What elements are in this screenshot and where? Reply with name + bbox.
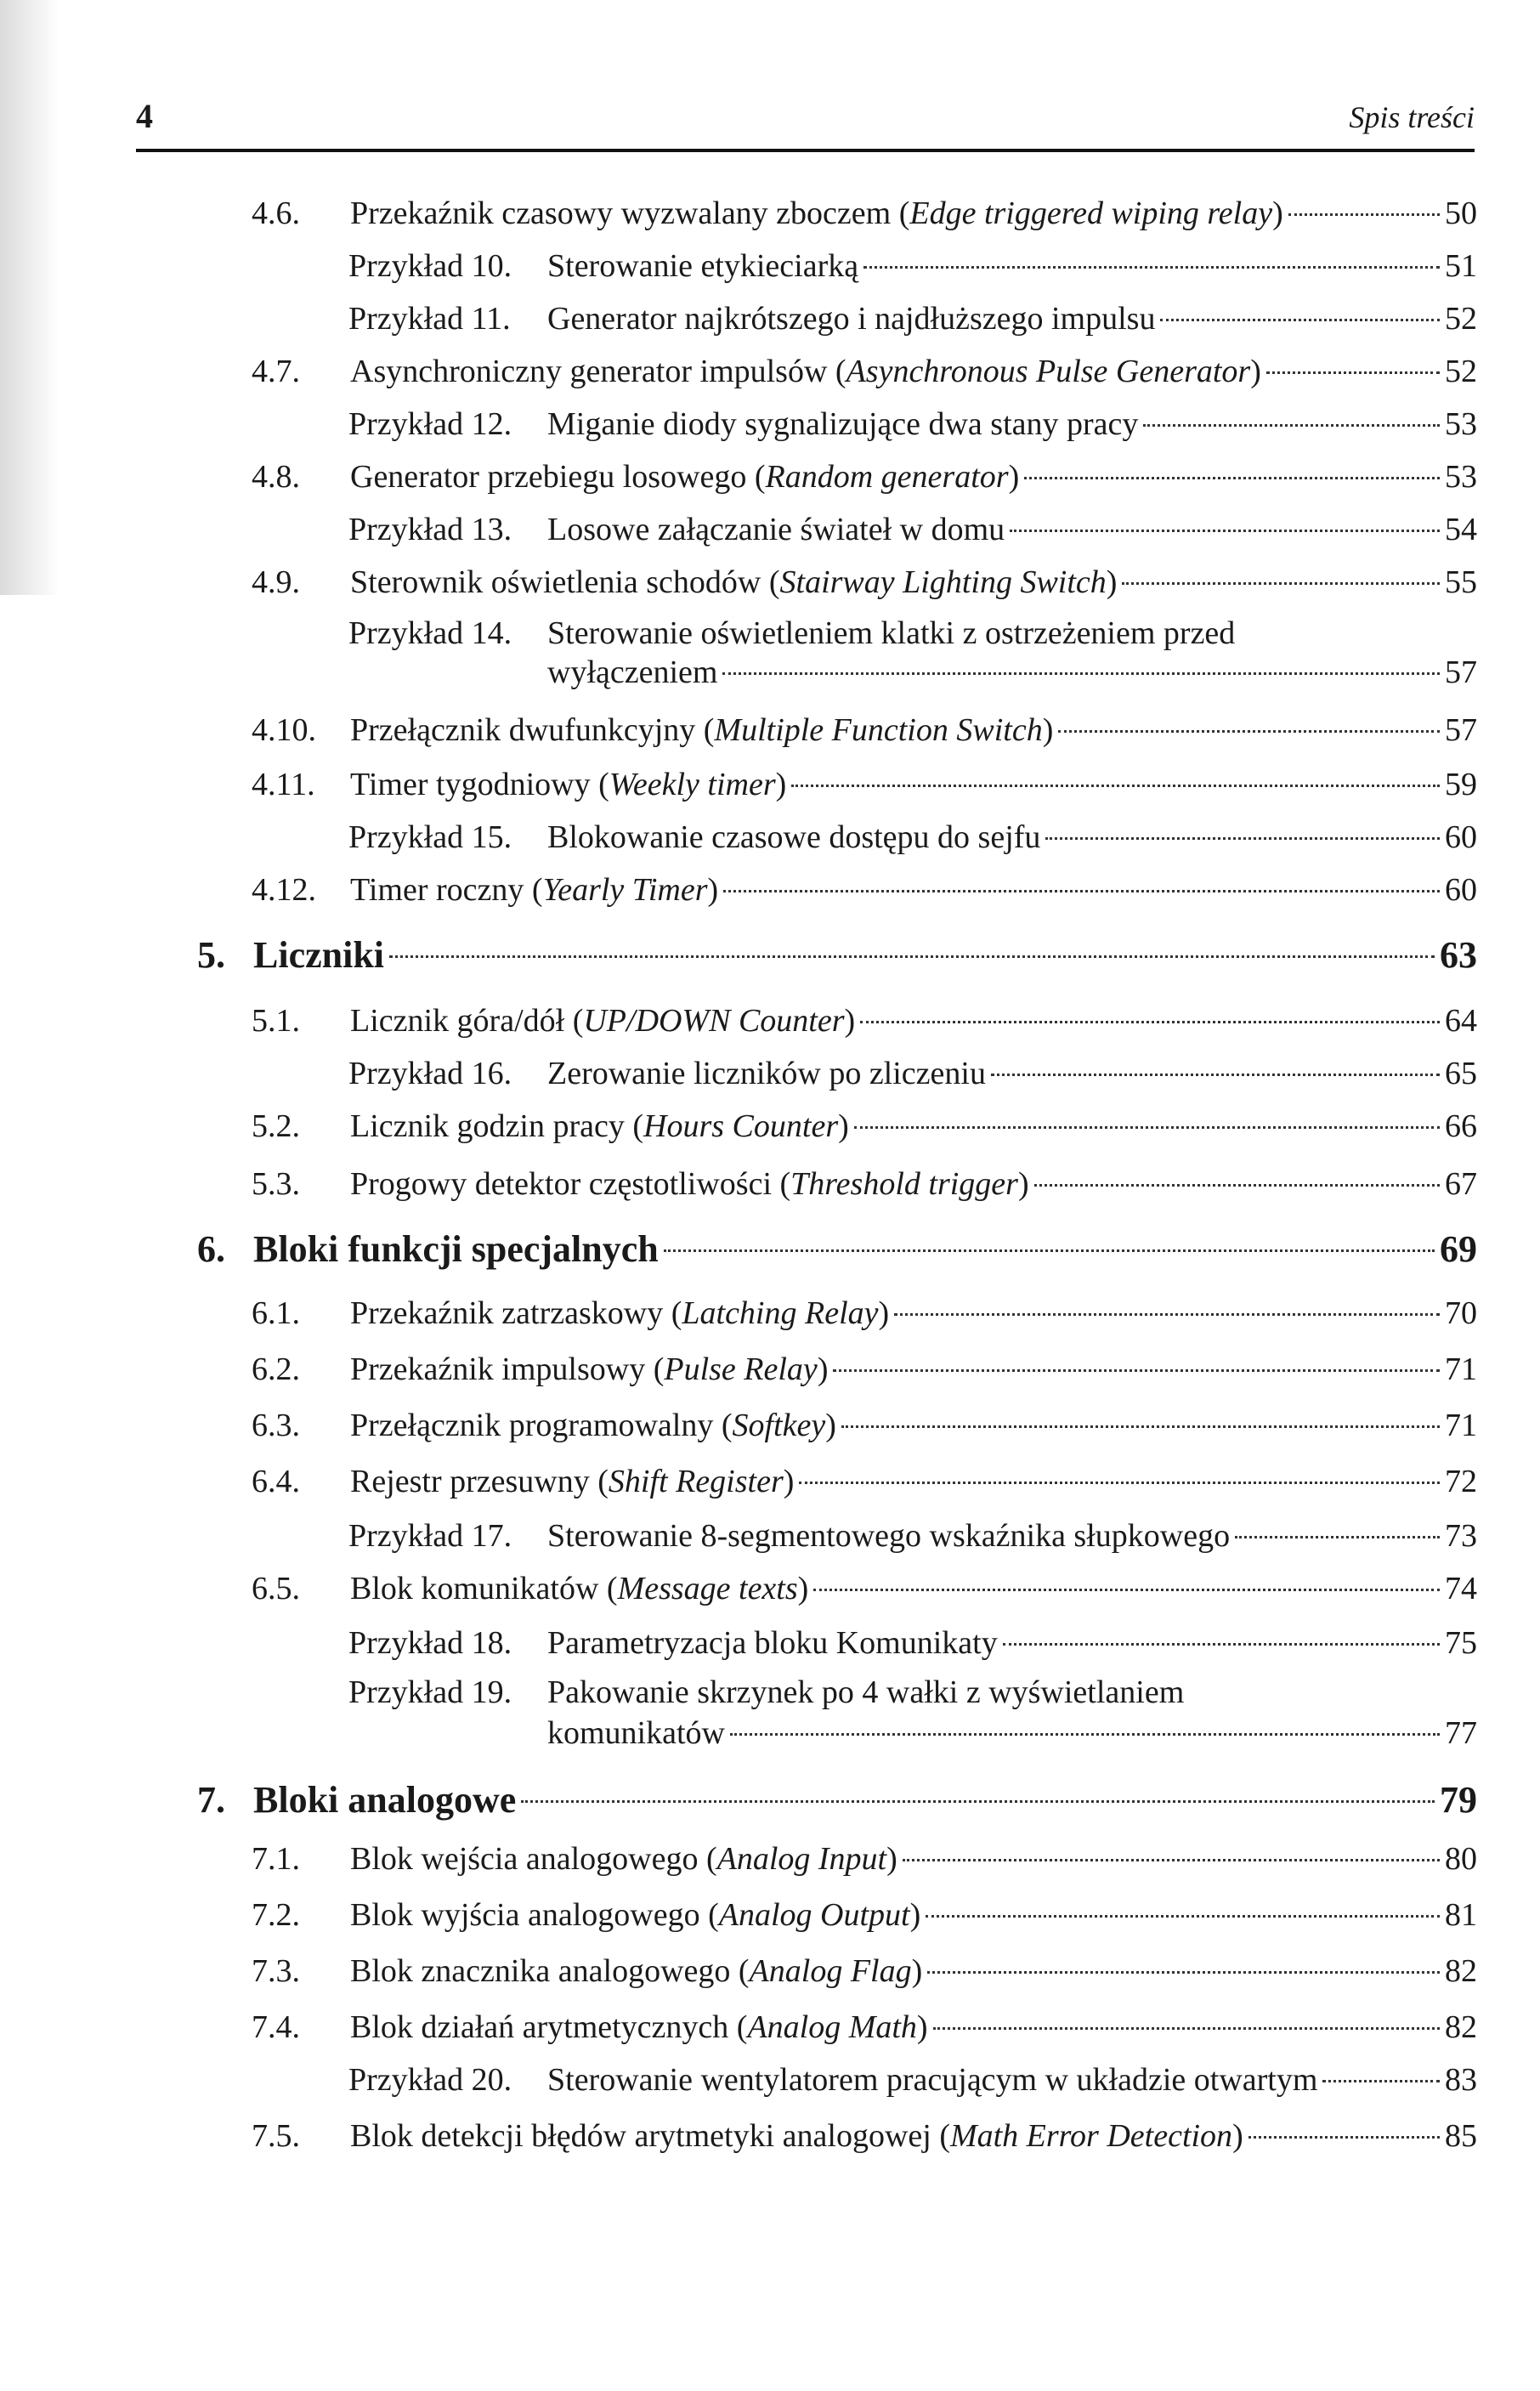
toc-entry bbox=[350, 2116, 1477, 2156]
toc-entry-title bbox=[547, 818, 1040, 857]
dot-leader bbox=[933, 2027, 1440, 2030]
dot-leader bbox=[991, 1074, 1440, 1076]
toc-entry bbox=[253, 1778, 1477, 1822]
toc-entry-title bbox=[350, 1462, 794, 1501]
dot-leader bbox=[1235, 1536, 1440, 1538]
toc-entry-row bbox=[0, 1164, 1540, 1204]
page-number: 4 bbox=[136, 97, 153, 135]
dot-leader bbox=[1322, 2080, 1440, 2082]
toc-page-number: 65 bbox=[1445, 1056, 1477, 1091]
toc-entry-row bbox=[0, 614, 1540, 653]
toc-page-number: 53 bbox=[1445, 459, 1477, 495]
toc-entry bbox=[350, 2008, 1477, 2047]
toc-entry bbox=[547, 818, 1477, 857]
toc-entry-english-term: Edge triggered wiping relay bbox=[909, 195, 1273, 231]
dot-leader bbox=[1248, 2136, 1440, 2139]
toc-entry-number: 5. bbox=[197, 934, 225, 976]
toc-entry bbox=[350, 765, 1477, 804]
toc-entry-title-text: Miganie diody sygnalizujące dwa stany pracy bbox=[547, 406, 1139, 442]
toc-page-number: 82 bbox=[1445, 2009, 1477, 2045]
toc-entry-row bbox=[0, 1462, 1540, 1501]
toc-page-number: 52 bbox=[1445, 301, 1477, 337]
toc-entry-english-term: Analog Flag bbox=[749, 1953, 912, 1989]
toc-page-number: 71 bbox=[1445, 1408, 1477, 1443]
toc-entry-title-text: Przekaźnik czasowy wyzwalany zboczem ( bbox=[350, 195, 910, 231]
dot-leader bbox=[841, 1425, 1440, 1428]
toc-page-number: 55 bbox=[1445, 564, 1477, 600]
dot-leader bbox=[389, 955, 1435, 958]
toc-entry-row bbox=[0, 1952, 1540, 1991]
toc-entry-title-text: Losowe załączanie świateł w domu bbox=[547, 512, 1005, 547]
toc-entry-title bbox=[547, 299, 1155, 338]
toc-entry-number: 5.3. bbox=[252, 1166, 300, 1202]
toc-entry-english-term: Threshold trigger bbox=[790, 1166, 1018, 1202]
dot-leader bbox=[833, 1369, 1440, 1372]
toc-entry bbox=[350, 1952, 1477, 1991]
toc-entry-english-term: Yearly Timer bbox=[542, 872, 708, 908]
toc-entry-title bbox=[350, 1164, 1029, 1204]
toc-page-number: 60 bbox=[1445, 819, 1477, 855]
toc-page-number: 67 bbox=[1445, 1166, 1477, 1202]
toc-entry-number: Przykład 17. bbox=[348, 1518, 512, 1554]
dot-leader bbox=[903, 1859, 1440, 1861]
toc-entry-number: 4.7. bbox=[252, 354, 300, 389]
toc-entry-title bbox=[350, 1406, 836, 1445]
toc-entry-number: 7.2. bbox=[252, 1897, 300, 1933]
toc-entry bbox=[547, 1623, 1477, 1663]
toc-entry-number: Przykład 20. bbox=[348, 2062, 512, 2098]
toc-entry-row bbox=[0, 457, 1540, 496]
toc-entry-number: 6.2. bbox=[252, 1351, 300, 1387]
toc-page-number: 80 bbox=[1445, 1841, 1477, 1877]
toc-entry-row bbox=[0, 1294, 1540, 1333]
dot-leader bbox=[926, 1915, 1440, 1918]
toc-entry-number: 6.4. bbox=[252, 1464, 300, 1499]
toc-entry bbox=[253, 933, 1477, 977]
toc-entry-title-text: Rejestr przesuwny ( bbox=[350, 1464, 609, 1499]
toc-entry-english-term: Math Error Detection bbox=[949, 2118, 1233, 2154]
toc-page-number: 79 bbox=[1440, 1779, 1477, 1821]
toc-entry-english-term: Multiple Function Switch bbox=[714, 712, 1043, 748]
toc-entry bbox=[547, 1714, 1477, 1753]
toc-page-number: 51 bbox=[1445, 248, 1477, 284]
toc-entry bbox=[350, 1164, 1477, 1204]
toc-entry-title-text: Blok znacznika analogowego ( bbox=[350, 1953, 750, 1989]
dot-leader bbox=[722, 672, 1440, 675]
toc-entry-title-text: wyłączeniem bbox=[547, 654, 718, 690]
toc-page-number: 74 bbox=[1445, 1571, 1477, 1606]
toc-chapter-row bbox=[0, 933, 1540, 977]
toc-entry-number: 5.1. bbox=[252, 1003, 300, 1039]
toc-entry bbox=[350, 1107, 1477, 1146]
toc-entry-title-suffix: ) bbox=[1042, 712, 1054, 748]
toc-entry-title-suffix: ) bbox=[783, 1464, 795, 1499]
toc-page-number: 52 bbox=[1445, 354, 1477, 389]
toc-entry-row bbox=[0, 2116, 1540, 2156]
toc-entry-row bbox=[0, 870, 1540, 909]
toc-entry-number: 6.3. bbox=[252, 1408, 300, 1443]
toc-entry-english-term: Latching Relay bbox=[682, 1295, 879, 1331]
toc-entry-number: Przykład 16. bbox=[348, 1056, 512, 1091]
toc-entry-title-text: Sterownik oświetlenia schodów ( bbox=[350, 564, 780, 600]
toc-entry-title-suffix: ) bbox=[797, 1571, 809, 1606]
toc-entry-english-term: Shift Register bbox=[608, 1464, 784, 1499]
toc-entry bbox=[350, 1001, 1477, 1040]
toc-entry-number: 7.4. bbox=[252, 2009, 300, 2045]
dot-leader bbox=[1024, 477, 1440, 479]
toc-entry-number: 7.3. bbox=[252, 1953, 300, 1989]
toc-entry bbox=[547, 1054, 1477, 1093]
toc-entry-title bbox=[547, 1623, 998, 1663]
toc-entry-row bbox=[0, 1001, 1540, 1040]
toc-entry-number: 7.1. bbox=[252, 1841, 300, 1877]
toc-entry-title-suffix: ) bbox=[1008, 459, 1020, 495]
toc-entry-number: 4.8. bbox=[252, 459, 300, 495]
toc-entry-number: Przykład 18. bbox=[348, 1625, 512, 1661]
toc-entry-title-text: Przełącznik dwufunkcyjny ( bbox=[350, 712, 715, 748]
toc-entry-title bbox=[547, 1054, 986, 1093]
toc-entry-title bbox=[350, 457, 1019, 496]
toc-entry bbox=[350, 563, 1477, 602]
toc-entry-number: 6. bbox=[197, 1228, 225, 1270]
toc-entry bbox=[350, 1839, 1477, 1878]
toc-entry-row bbox=[0, 818, 1540, 857]
toc-entry-title-text: Sterowanie wentylatorem pracującym w układzie otwartym bbox=[547, 2062, 1318, 2098]
toc-entry bbox=[350, 1569, 1477, 1608]
toc-entry-title-suffix: ) bbox=[916, 2009, 928, 2045]
toc-entry-title-text: Zerowanie liczników po zliczeniu bbox=[547, 1056, 986, 1091]
dot-leader bbox=[730, 1733, 1440, 1736]
toc-entry-title bbox=[350, 1294, 889, 1333]
toc-entry-title-text: Licznik góra/dół ( bbox=[350, 1003, 584, 1039]
toc-entry bbox=[547, 299, 1477, 338]
toc-entry-title bbox=[547, 653, 717, 692]
toc-entry-title-suffix: ) bbox=[1017, 1166, 1029, 1202]
toc-page-number: 60 bbox=[1445, 872, 1477, 908]
toc-entry-row bbox=[0, 1516, 1540, 1555]
toc-entry-title-text: Blok wejścia analogowego ( bbox=[350, 1841, 717, 1877]
toc-entry-row bbox=[0, 352, 1540, 391]
toc-entry-row bbox=[0, 194, 1540, 233]
toc-entry-title bbox=[253, 933, 384, 977]
toc-page-number: 69 bbox=[1440, 1228, 1477, 1270]
toc-entry bbox=[547, 653, 1477, 692]
running-head: Spis treści bbox=[1349, 100, 1475, 134]
toc-entry bbox=[350, 1406, 1477, 1445]
toc-entry-title-suffix: ) bbox=[707, 872, 719, 908]
toc-entry-title-text: Parametryzacja bloku Komunikaty bbox=[547, 1625, 998, 1661]
toc-page-number: 64 bbox=[1445, 1003, 1477, 1039]
toc-entry-title: Sterowanie oświetleniem klatki z ostrzeżeniem przed bbox=[547, 615, 1236, 651]
toc-entry bbox=[350, 1294, 1477, 1333]
toc-page-number: 70 bbox=[1445, 1295, 1477, 1331]
toc-entry-title-text: Przełącznik programowalny ( bbox=[350, 1408, 733, 1443]
toc-entry-row bbox=[0, 653, 1540, 692]
toc-entry-title-text: Przekaźnik zatrzaskowy ( bbox=[350, 1295, 682, 1331]
toc-entry bbox=[547, 2060, 1477, 2099]
toc-entry-title-text: Timer roczny ( bbox=[350, 872, 543, 908]
toc-entry-title-suffix: ) bbox=[1272, 195, 1283, 231]
toc-entry-title bbox=[253, 1778, 516, 1822]
toc-entry-row bbox=[0, 765, 1540, 804]
toc-entry-title-suffix: ) bbox=[1106, 564, 1118, 600]
toc-entry-row bbox=[0, 1350, 1540, 1389]
toc-entry-title bbox=[350, 1839, 897, 1878]
toc-entry-row bbox=[0, 299, 1540, 338]
toc-entry-row bbox=[0, 510, 1540, 549]
toc-entry-title-text: Przekaźnik impulsowy ( bbox=[350, 1351, 665, 1387]
toc-entry-row bbox=[0, 246, 1540, 286]
toc-page-number: 63 bbox=[1440, 934, 1477, 976]
toc-entry-title-text: Bloki analogowe bbox=[253, 1779, 517, 1821]
toc-entry-title bbox=[350, 765, 786, 804]
toc-chapter-row bbox=[0, 1227, 1540, 1272]
toc-page-number: 75 bbox=[1445, 1625, 1477, 1661]
toc-page-number: 57 bbox=[1445, 654, 1477, 690]
toc-entry-title-text: Liczniki bbox=[253, 934, 385, 976]
toc-page-number: 53 bbox=[1445, 406, 1477, 442]
toc-page-number: 85 bbox=[1445, 2118, 1477, 2154]
toc-entry-title-text: Generator najkrótszego i najdłuższego impulsu bbox=[547, 301, 1156, 337]
toc-entry-english-term: Asynchronous Pulse Generator bbox=[846, 354, 1251, 389]
dot-leader bbox=[927, 1971, 1440, 1974]
toc-entry-number: Przykład 12. bbox=[348, 406, 512, 442]
toc-entry-row bbox=[0, 711, 1540, 750]
toc-entry-title bbox=[253, 1227, 659, 1272]
toc-entry-row bbox=[0, 1673, 1540, 1712]
toc-entry bbox=[350, 870, 1477, 909]
toc-entry-english-term: Stairway Lighting Switch bbox=[779, 564, 1107, 600]
toc-entry-number: 4.6. bbox=[252, 195, 300, 231]
toc-entry-title-text: Blokowanie czasowe dostępu do sejfu bbox=[547, 819, 1041, 855]
toc-entry-title bbox=[350, 1001, 855, 1040]
toc-entry-number: 4.9. bbox=[252, 564, 300, 600]
toc-page-number: 81 bbox=[1445, 1897, 1477, 1933]
toc-entry bbox=[350, 194, 1477, 233]
toc-entry-title bbox=[547, 1714, 725, 1753]
toc-entry bbox=[350, 1895, 1477, 1935]
toc-entry-title bbox=[350, 1952, 922, 1991]
toc-entry-row bbox=[0, 2060, 1540, 2099]
toc-entry-title-text: Blok działań arytmetycznych ( bbox=[350, 2009, 748, 2045]
toc-entry-number: Przykład 10. bbox=[348, 248, 512, 284]
dot-leader bbox=[1160, 319, 1440, 321]
toc-page-number: 71 bbox=[1445, 1351, 1477, 1387]
toc-entry-title-suffix: ) bbox=[886, 1841, 897, 1877]
toc-entry-title-suffix: ) bbox=[844, 1003, 856, 1039]
toc-entry-title-text: Asynchroniczny generator impulsów ( bbox=[350, 354, 846, 389]
toc-entry-row bbox=[0, 1107, 1540, 1146]
toc-entry-row bbox=[0, 1895, 1540, 1935]
toc-page-number: 82 bbox=[1445, 1953, 1477, 1989]
toc-entry-english-term: Softkey bbox=[732, 1408, 826, 1443]
toc-entry-title-text: Timer tygodniowy ( bbox=[350, 767, 609, 802]
toc-entry-title bbox=[350, 870, 718, 909]
toc-page-number: 83 bbox=[1445, 2062, 1477, 2098]
dot-leader bbox=[1045, 837, 1440, 840]
toc-entry-title-suffix: ) bbox=[825, 1408, 836, 1443]
toc-entry-title bbox=[350, 1350, 828, 1389]
toc-entry bbox=[547, 1516, 1477, 1555]
toc-entry bbox=[350, 352, 1477, 391]
toc-entry-title bbox=[547, 510, 1005, 549]
dot-leader bbox=[1003, 1643, 1440, 1646]
toc-entry-row bbox=[0, 2008, 1540, 2047]
toc-entry bbox=[547, 510, 1477, 549]
toc-entry-title-suffix: ) bbox=[909, 1897, 921, 1933]
dot-leader bbox=[1010, 530, 1440, 532]
toc-entry-english-term: Weekly timer bbox=[609, 767, 776, 802]
toc-entry bbox=[253, 1227, 1477, 1272]
toc-entry-title bbox=[547, 405, 1138, 444]
toc-entry-number: Przykład 11. bbox=[348, 301, 511, 337]
toc-entry-number: Przykład 15. bbox=[348, 819, 512, 855]
toc-entry-row bbox=[0, 1839, 1540, 1878]
toc-entry-title-suffix: ) bbox=[1250, 354, 1261, 389]
toc-entry-title bbox=[350, 2008, 928, 2047]
toc-entry-english-term: Hours Counter bbox=[643, 1108, 839, 1144]
toc-entry-title-text: komunikatów bbox=[547, 1715, 725, 1751]
toc-entry-title-text: Sterowanie etykieciarką bbox=[547, 248, 859, 284]
toc-entry-english-term: Analog Input bbox=[716, 1841, 887, 1877]
dot-leader bbox=[723, 890, 1440, 892]
toc-entry-title-text: Blok komunikatów ( bbox=[350, 1571, 618, 1606]
toc-entry-title bbox=[350, 352, 1261, 391]
dot-leader bbox=[1034, 1184, 1440, 1187]
dot-leader bbox=[854, 1126, 1440, 1129]
toc-entry-english-term: Pulse Relay bbox=[664, 1351, 818, 1387]
toc-entry-row bbox=[0, 1406, 1540, 1445]
toc-entry-english-term: Analog Output bbox=[718, 1897, 910, 1933]
dot-leader bbox=[1266, 371, 1440, 374]
toc-page-number: 77 bbox=[1445, 1715, 1477, 1751]
toc-entry bbox=[350, 711, 1477, 750]
toc-entry-title-suffix: ) bbox=[878, 1295, 890, 1331]
toc-entry-title-text: Licznik godzin pracy ( bbox=[350, 1108, 644, 1144]
dot-leader bbox=[1288, 213, 1440, 216]
dot-leader bbox=[1143, 424, 1440, 427]
toc-entry-title bbox=[350, 1895, 920, 1935]
toc-entry-title bbox=[547, 2060, 1317, 2099]
toc-entry-number: 4.11. bbox=[252, 767, 315, 802]
toc-entry-number: 5.2. bbox=[252, 1108, 300, 1144]
dot-leader bbox=[791, 785, 1440, 787]
toc-entry bbox=[350, 1350, 1477, 1389]
toc-entry-title bbox=[350, 194, 1283, 233]
toc-entry-row bbox=[0, 1569, 1540, 1608]
toc-entry-number: 7.5. bbox=[252, 2118, 300, 2154]
dot-leader bbox=[664, 1249, 1435, 1252]
toc-entry-english-term: UP/DOWN Counter bbox=[583, 1003, 845, 1039]
toc-entry-number: Przykład 13. bbox=[348, 512, 512, 547]
toc-entry-english-term: Random generator bbox=[765, 459, 1009, 495]
toc-entry-number: 6.5. bbox=[252, 1571, 300, 1606]
toc-entry-title-text: Blok wyjścia analogowego ( bbox=[350, 1897, 719, 1933]
toc-entry-title-text: Generator przebiegu losowego ( bbox=[350, 459, 766, 495]
toc-entry-number: 4.12. bbox=[252, 872, 316, 908]
dot-leader bbox=[813, 1589, 1440, 1591]
toc-entry-title-suffix: ) bbox=[1232, 2118, 1243, 2154]
toc-entry-title bbox=[547, 1516, 1230, 1555]
toc-entry bbox=[350, 457, 1477, 496]
toc-entry-row bbox=[0, 563, 1540, 602]
toc-entry-title bbox=[547, 246, 858, 286]
toc-entry bbox=[547, 246, 1477, 286]
toc-chapter-row bbox=[0, 1778, 1540, 1822]
dot-leader bbox=[860, 1021, 1440, 1023]
dot-leader bbox=[1122, 582, 1440, 585]
toc-page-number: 66 bbox=[1445, 1108, 1477, 1144]
toc-entry-row bbox=[0, 1054, 1540, 1093]
toc-entry-number: 6.1. bbox=[252, 1295, 300, 1331]
toc-entry bbox=[350, 1462, 1477, 1501]
toc-entry-title bbox=[350, 2116, 1243, 2156]
toc-page-number: 59 bbox=[1445, 767, 1477, 802]
toc-entry-english-term: Analog Math bbox=[747, 2009, 917, 2045]
toc-entry-title: Pakowanie skrzynek po 4 wałki z wyświetlaniem bbox=[547, 1674, 1185, 1710]
toc-entry-row bbox=[0, 405, 1540, 444]
toc-page-number: 50 bbox=[1445, 195, 1477, 231]
toc-entry-row bbox=[0, 1623, 1540, 1663]
toc-page-number: 54 bbox=[1445, 512, 1477, 547]
dot-leader bbox=[521, 1800, 1435, 1803]
toc-page-number: 73 bbox=[1445, 1518, 1477, 1554]
toc-entry-english-term: Message texts bbox=[617, 1571, 798, 1606]
toc-entry-title bbox=[350, 711, 1053, 750]
toc-entry-title-suffix: ) bbox=[775, 767, 787, 802]
dot-leader bbox=[1058, 730, 1440, 733]
dot-leader bbox=[799, 1482, 1440, 1484]
toc-entry-row bbox=[0, 1714, 1540, 1753]
toc-entry-number: 4.10. bbox=[252, 712, 316, 748]
toc-entry-title-suffix: ) bbox=[911, 1953, 923, 1989]
toc-entry-title bbox=[350, 563, 1117, 602]
toc-entry-title-suffix: ) bbox=[817, 1351, 829, 1387]
toc-entry-title-text: Progowy detektor częstotliwości ( bbox=[350, 1166, 791, 1202]
toc-entry-title-suffix: ) bbox=[838, 1108, 849, 1144]
toc-entry-title bbox=[350, 1107, 849, 1146]
toc-entry-number: Przykład 19. bbox=[348, 1674, 512, 1710]
toc-entry-title bbox=[350, 1569, 808, 1608]
dot-leader bbox=[894, 1313, 1440, 1316]
toc-entry-title-text: Sterowanie 8-segmentowego wskaźnika słupkowego bbox=[547, 1518, 1231, 1554]
toc-page-number: 57 bbox=[1445, 712, 1477, 748]
toc-entry-number: 7. bbox=[197, 1779, 225, 1821]
toc-entry bbox=[547, 405, 1477, 444]
toc-page-number: 72 bbox=[1445, 1464, 1477, 1499]
toc-entry-title-text: Bloki funkcji specjalnych bbox=[253, 1228, 659, 1270]
toc-entry-title-text: Blok detekcji błędów arytmetyki analogowej ( bbox=[350, 2118, 950, 2154]
toc-entry-number: Przykład 14. bbox=[348, 615, 512, 651]
dot-leader bbox=[863, 266, 1440, 269]
